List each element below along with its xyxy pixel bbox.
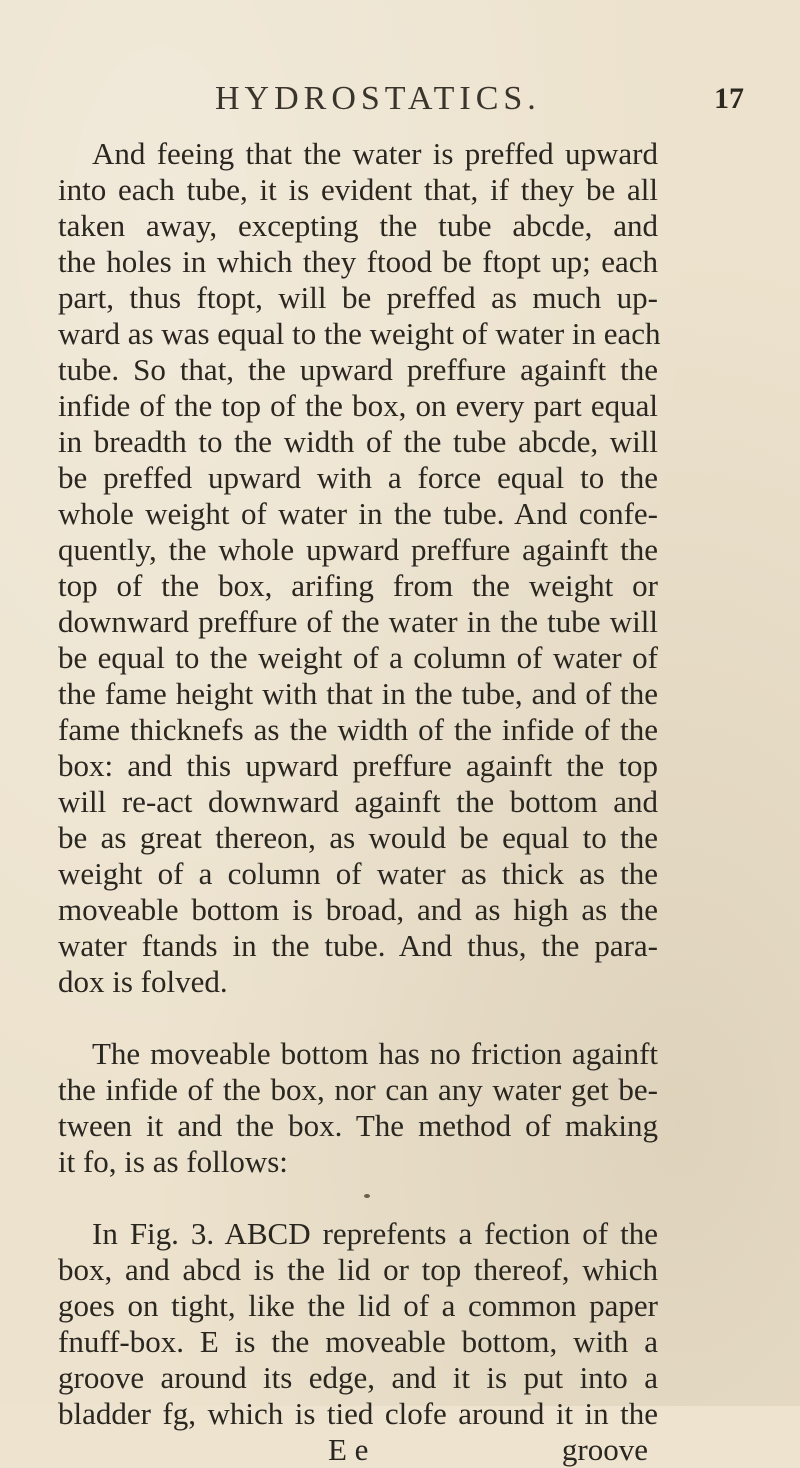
text-line: bladder fg, which is tied clofe around it in the (58, 1396, 658, 1431)
paragraph-spacer (58, 1000, 658, 1036)
text-line: groove around its edge, and it is put into a (58, 1360, 658, 1395)
paragraph-2 (58, 1036, 658, 1180)
text-line: be as great thereon, as would be equal to the (58, 820, 658, 855)
body-text (58, 136, 661, 1468)
text-line: The moveable bottom has no friction againft (92, 1036, 658, 1071)
text-line: weight of a column of water as thick as the (58, 856, 658, 891)
text-line: infide of the top of the box, on every part equal (58, 388, 658, 423)
ink-speck (364, 1194, 370, 1198)
text-line: the holes in which they ftood be ftopt up; each (58, 244, 658, 279)
text-line: box, and abcd is the lid or top thereof, which (58, 1252, 658, 1287)
text-line: In Fig. 3. ABCD reprefents a fection of the (92, 1216, 658, 1251)
text-line: downward preffure of the water in the tube will (58, 604, 658, 639)
text-line: dox is folved. (58, 964, 228, 999)
text-line: water ftands in the tube. And thus, the para- (58, 928, 658, 963)
paragraph-3 (58, 1216, 658, 1432)
text-line: ward as was equal to the weight of water in each (58, 316, 661, 351)
text-line: the fame height with that in the tube, and of the (58, 676, 658, 711)
text-line: into each tube, it is evident that, if they be all (58, 172, 658, 207)
text-line: will re-act downward againft the bottom and (58, 784, 658, 819)
text-line: And feeing that the water is preffed upward (92, 136, 658, 171)
catchword: groove (561, 1432, 648, 1467)
signature-mark: E e (328, 1432, 369, 1467)
text-line: fame thicknefs as the width of the infide of the (58, 712, 658, 747)
text-line: the infide of the box, nor can any water get be- (58, 1072, 658, 1107)
page-number: 17 (714, 82, 744, 115)
text-line: it fo, is as follows: (58, 1144, 288, 1179)
text-line: fnuff-box. E is the moveable bottom, with a (58, 1324, 658, 1359)
text-line: in breadth to the width of the tube abcde, will (58, 424, 658, 459)
text-line: be preffed upward with a force equal to the (58, 460, 658, 495)
paragraph-1 (58, 136, 661, 1000)
running-head: HYDROSTATICS. (215, 80, 541, 117)
text-line: box: and this upward preffure againft the top (58, 748, 658, 783)
text-line: whole weight of water in the tube. And confe- (58, 496, 658, 531)
page-footer (58, 1432, 658, 1468)
text-line: top of the box, arifing from the weight or (58, 568, 658, 603)
text-line: quently, the whole upward preffure againft the (58, 532, 658, 567)
text-line: goes on tight, like the lid of a common paper (58, 1288, 658, 1323)
page-header (0, 80, 800, 130)
text-line: tween it and the box. The method of making (58, 1108, 658, 1143)
paragraph-spacer (58, 1180, 658, 1216)
text-line: tube. So that, the upward preffure againft the (58, 352, 658, 387)
text-line: taken away, excepting the tube abcde, and (58, 208, 658, 243)
text-line: part, thus ftopt, will be preffed as much up- (58, 280, 658, 315)
text-line: moveable bottom is broad, and as high as the (58, 892, 658, 927)
text-line: be equal to the weight of a column of water of (58, 640, 658, 675)
